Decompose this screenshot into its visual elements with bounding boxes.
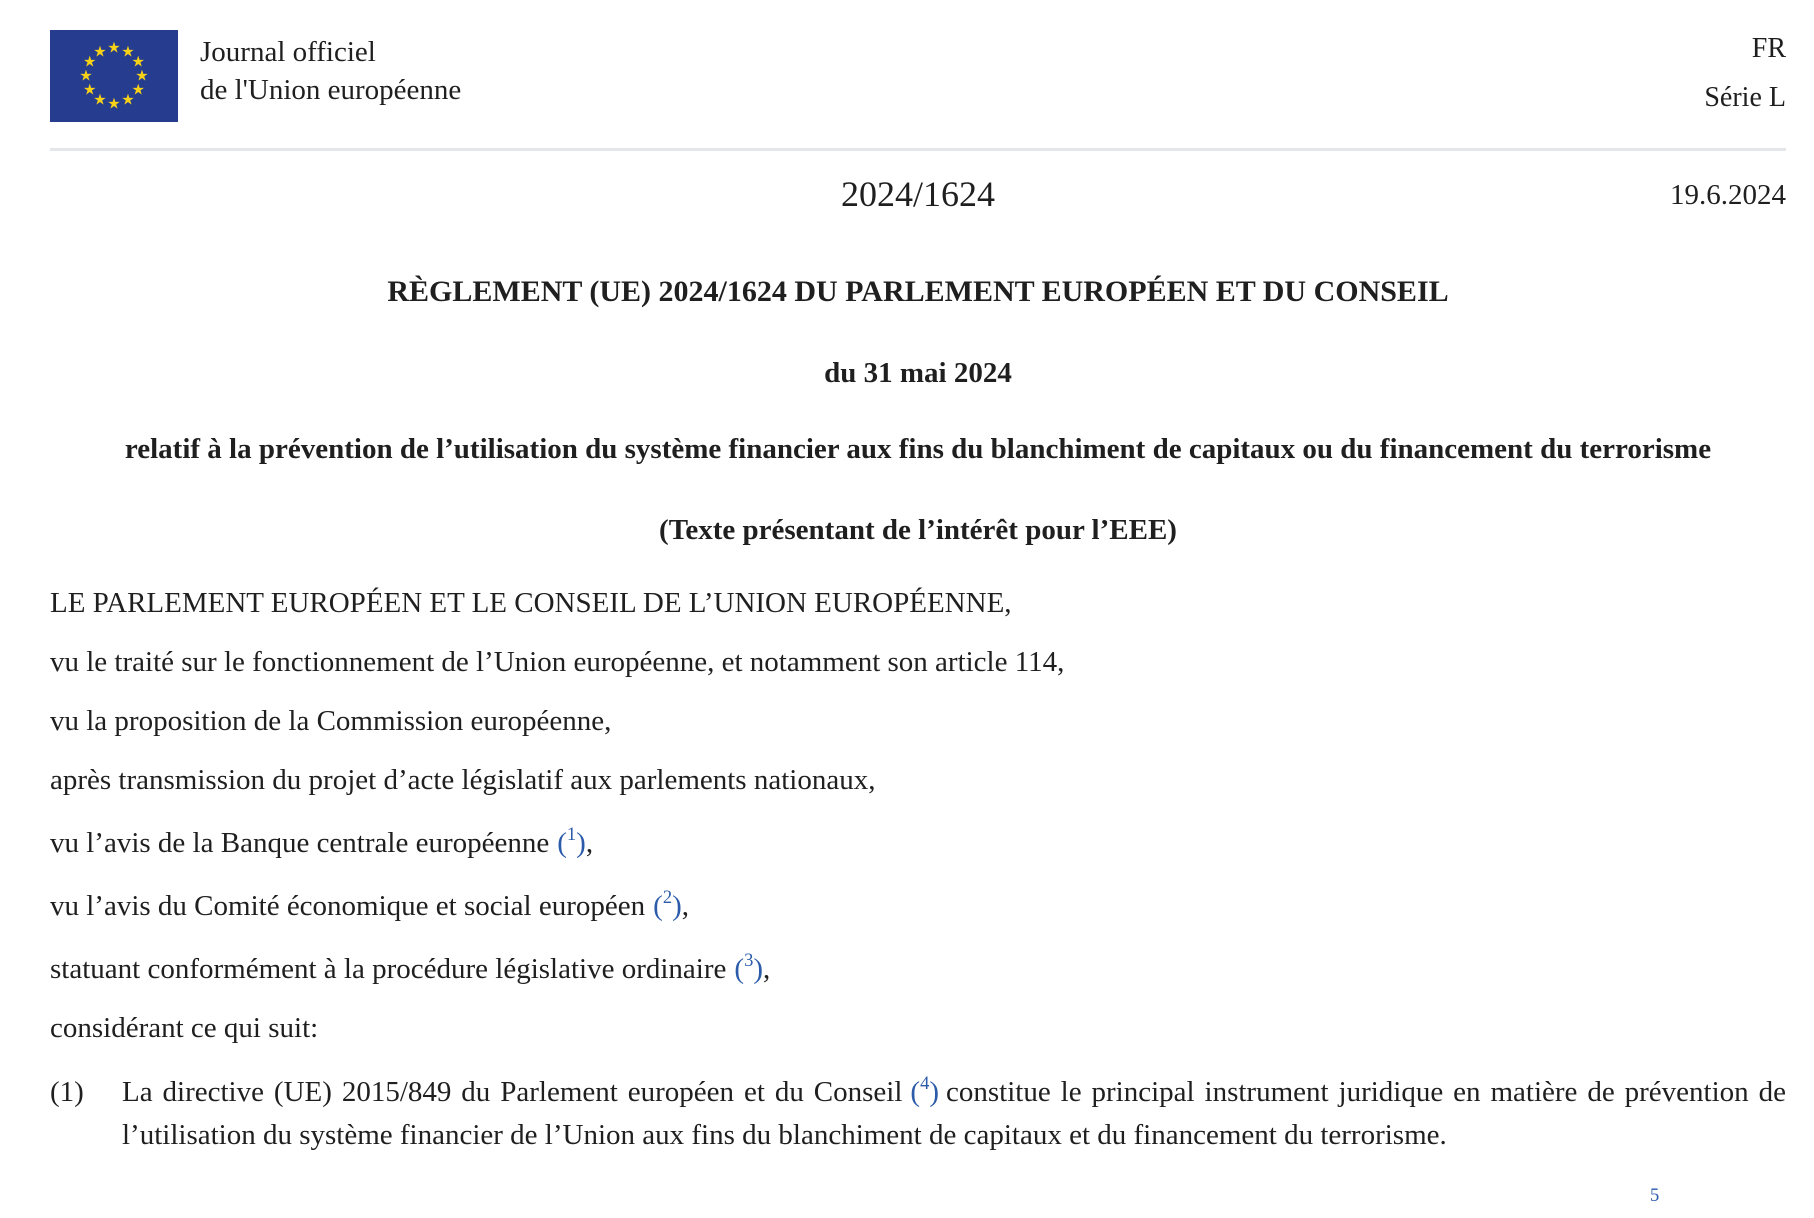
citation-eesc-opinion <box>50 889 1786 923</box>
footnote-paren-close: ) <box>576 827 586 859</box>
citation-treaty <box>50 645 1786 679</box>
citation-text: considérant ce qui suit: <box>50 1012 319 1044</box>
flag-star-icon: ★ <box>93 90 107 109</box>
citation-text: vu l’avis de la Banque centrale européenne <box>50 827 550 859</box>
flag-star-icon: ★ <box>83 80 97 99</box>
footnote-paren-open: ( <box>910 1076 921 1108</box>
citation-ecb-opinion <box>50 826 1786 860</box>
footnote-ref-5-partial[interactable] <box>1650 1181 1659 1218</box>
citation-text: vu le traité sur le fonctionnement de l’Union européenne, et notamment son article 114, <box>50 646 1065 678</box>
regulation-date-line: du 31 mai 2024 <box>824 357 1012 389</box>
flag-star-icon: ★ <box>135 66 149 85</box>
document-number-bar <box>50 171 1786 217</box>
journal-title <box>200 30 461 109</box>
footnote-number: 1 <box>566 824 577 846</box>
footnote-paren-open: ( <box>734 953 745 985</box>
masthead <box>50 30 1786 122</box>
citation-text: statuant conformément à la procédure législative ordinaire <box>50 953 727 985</box>
footnote-number: 2 <box>662 887 673 909</box>
masthead-left <box>50 30 461 122</box>
citation-legislative-procedure <box>50 952 1786 986</box>
footnote-paren-open: ( <box>557 827 567 859</box>
footnote-paren-close: ) <box>929 1076 940 1108</box>
recital-text-after: constitue le principal instrument juridique en matière de prévention de l’utilisation du système financier de l’Union aux fins du blanchiment de capitaux et du financement du terrorisme. <box>122 1076 1786 1151</box>
series-label: Série L <box>1704 82 1786 113</box>
footnote-ref-4-link[interactable] <box>910 1073 940 1108</box>
citation-text: après transmission du projet d’acte législatif aux parlements nationaux, <box>50 764 876 796</box>
flag-star-icon: ★ <box>121 90 135 109</box>
flag-star-icon: ★ <box>121 42 135 61</box>
footnote-number: 3 <box>744 950 754 972</box>
masthead-right <box>1704 30 1786 115</box>
footnote-number: 5 <box>1650 1185 1660 1206</box>
recital-1 <box>50 1071 1786 1157</box>
citation-punctuation: , <box>763 953 771 985</box>
flag-star-icon: ★ <box>107 94 121 113</box>
preamble-opening: LE PARLEMENT EUROPÉEN ET LE CONSEIL DE L’UNION EUROPÉENNE, <box>50 587 1012 619</box>
publication-date: 19.6.2024 <box>1670 179 1786 211</box>
citation-national-parliaments <box>50 763 1786 797</box>
citation-text: vu la proposition de la Commission européenne, <box>50 705 612 737</box>
footnote-paren-close: ) <box>753 953 764 985</box>
language-code: FR <box>1751 33 1786 64</box>
document-number: 2024/1624 <box>840 174 995 214</box>
header-divider <box>50 148 1786 151</box>
citation-commission-proposal <box>50 704 1786 738</box>
regulation-subject: relatif à la prévention de l’utilisation du système financier aux fins du blanchiment de capitaux ou du financement du terrorisme <box>124 433 1712 465</box>
recital-text <box>122 1071 1786 1157</box>
journal-title-line2: de l'Union européenne <box>200 74 462 106</box>
flag-star-icon: ★ <box>83 52 97 71</box>
regulation-title: RÈGLEMENT (UE) 2024/1624 DU PARLEMENT EUROPÉEN ET DU CONSEIL <box>387 275 1449 308</box>
citation-punctuation: , <box>681 890 690 922</box>
recital-text-before: La directive (UE) 2015/849 du Parlement européen et du Conseil <box>122 1076 903 1108</box>
recitals-intro <box>50 1011 1786 1045</box>
footnote-paren-open: ( <box>653 890 663 922</box>
flag-star-icon: ★ <box>93 42 107 61</box>
citation-punctuation: , <box>585 827 594 859</box>
flag-star-icon: ★ <box>79 66 93 85</box>
footnote-paren-close: ) <box>672 890 682 922</box>
citation-text: vu l’avis du Comité économique et social européen <box>50 890 646 922</box>
footnote-ref-2-link[interactable] <box>653 887 682 922</box>
eu-flag-logo <box>50 30 178 122</box>
footnote-ref-1-link[interactable] <box>557 824 586 859</box>
flag-star-icon: ★ <box>131 52 145 71</box>
flag-star-icon: ★ <box>107 38 121 57</box>
footnote-number: 4 <box>920 1073 930 1095</box>
recital-number: (1) <box>50 1076 84 1108</box>
flag-star-icon: ★ <box>131 80 145 99</box>
journal-title-line1: Journal officiel <box>200 36 376 68</box>
eea-relevance-note: (Texte présentant de l’intérêt pour l’EEE) <box>659 514 1177 546</box>
footnote-ref-3-link[interactable] <box>734 950 764 985</box>
